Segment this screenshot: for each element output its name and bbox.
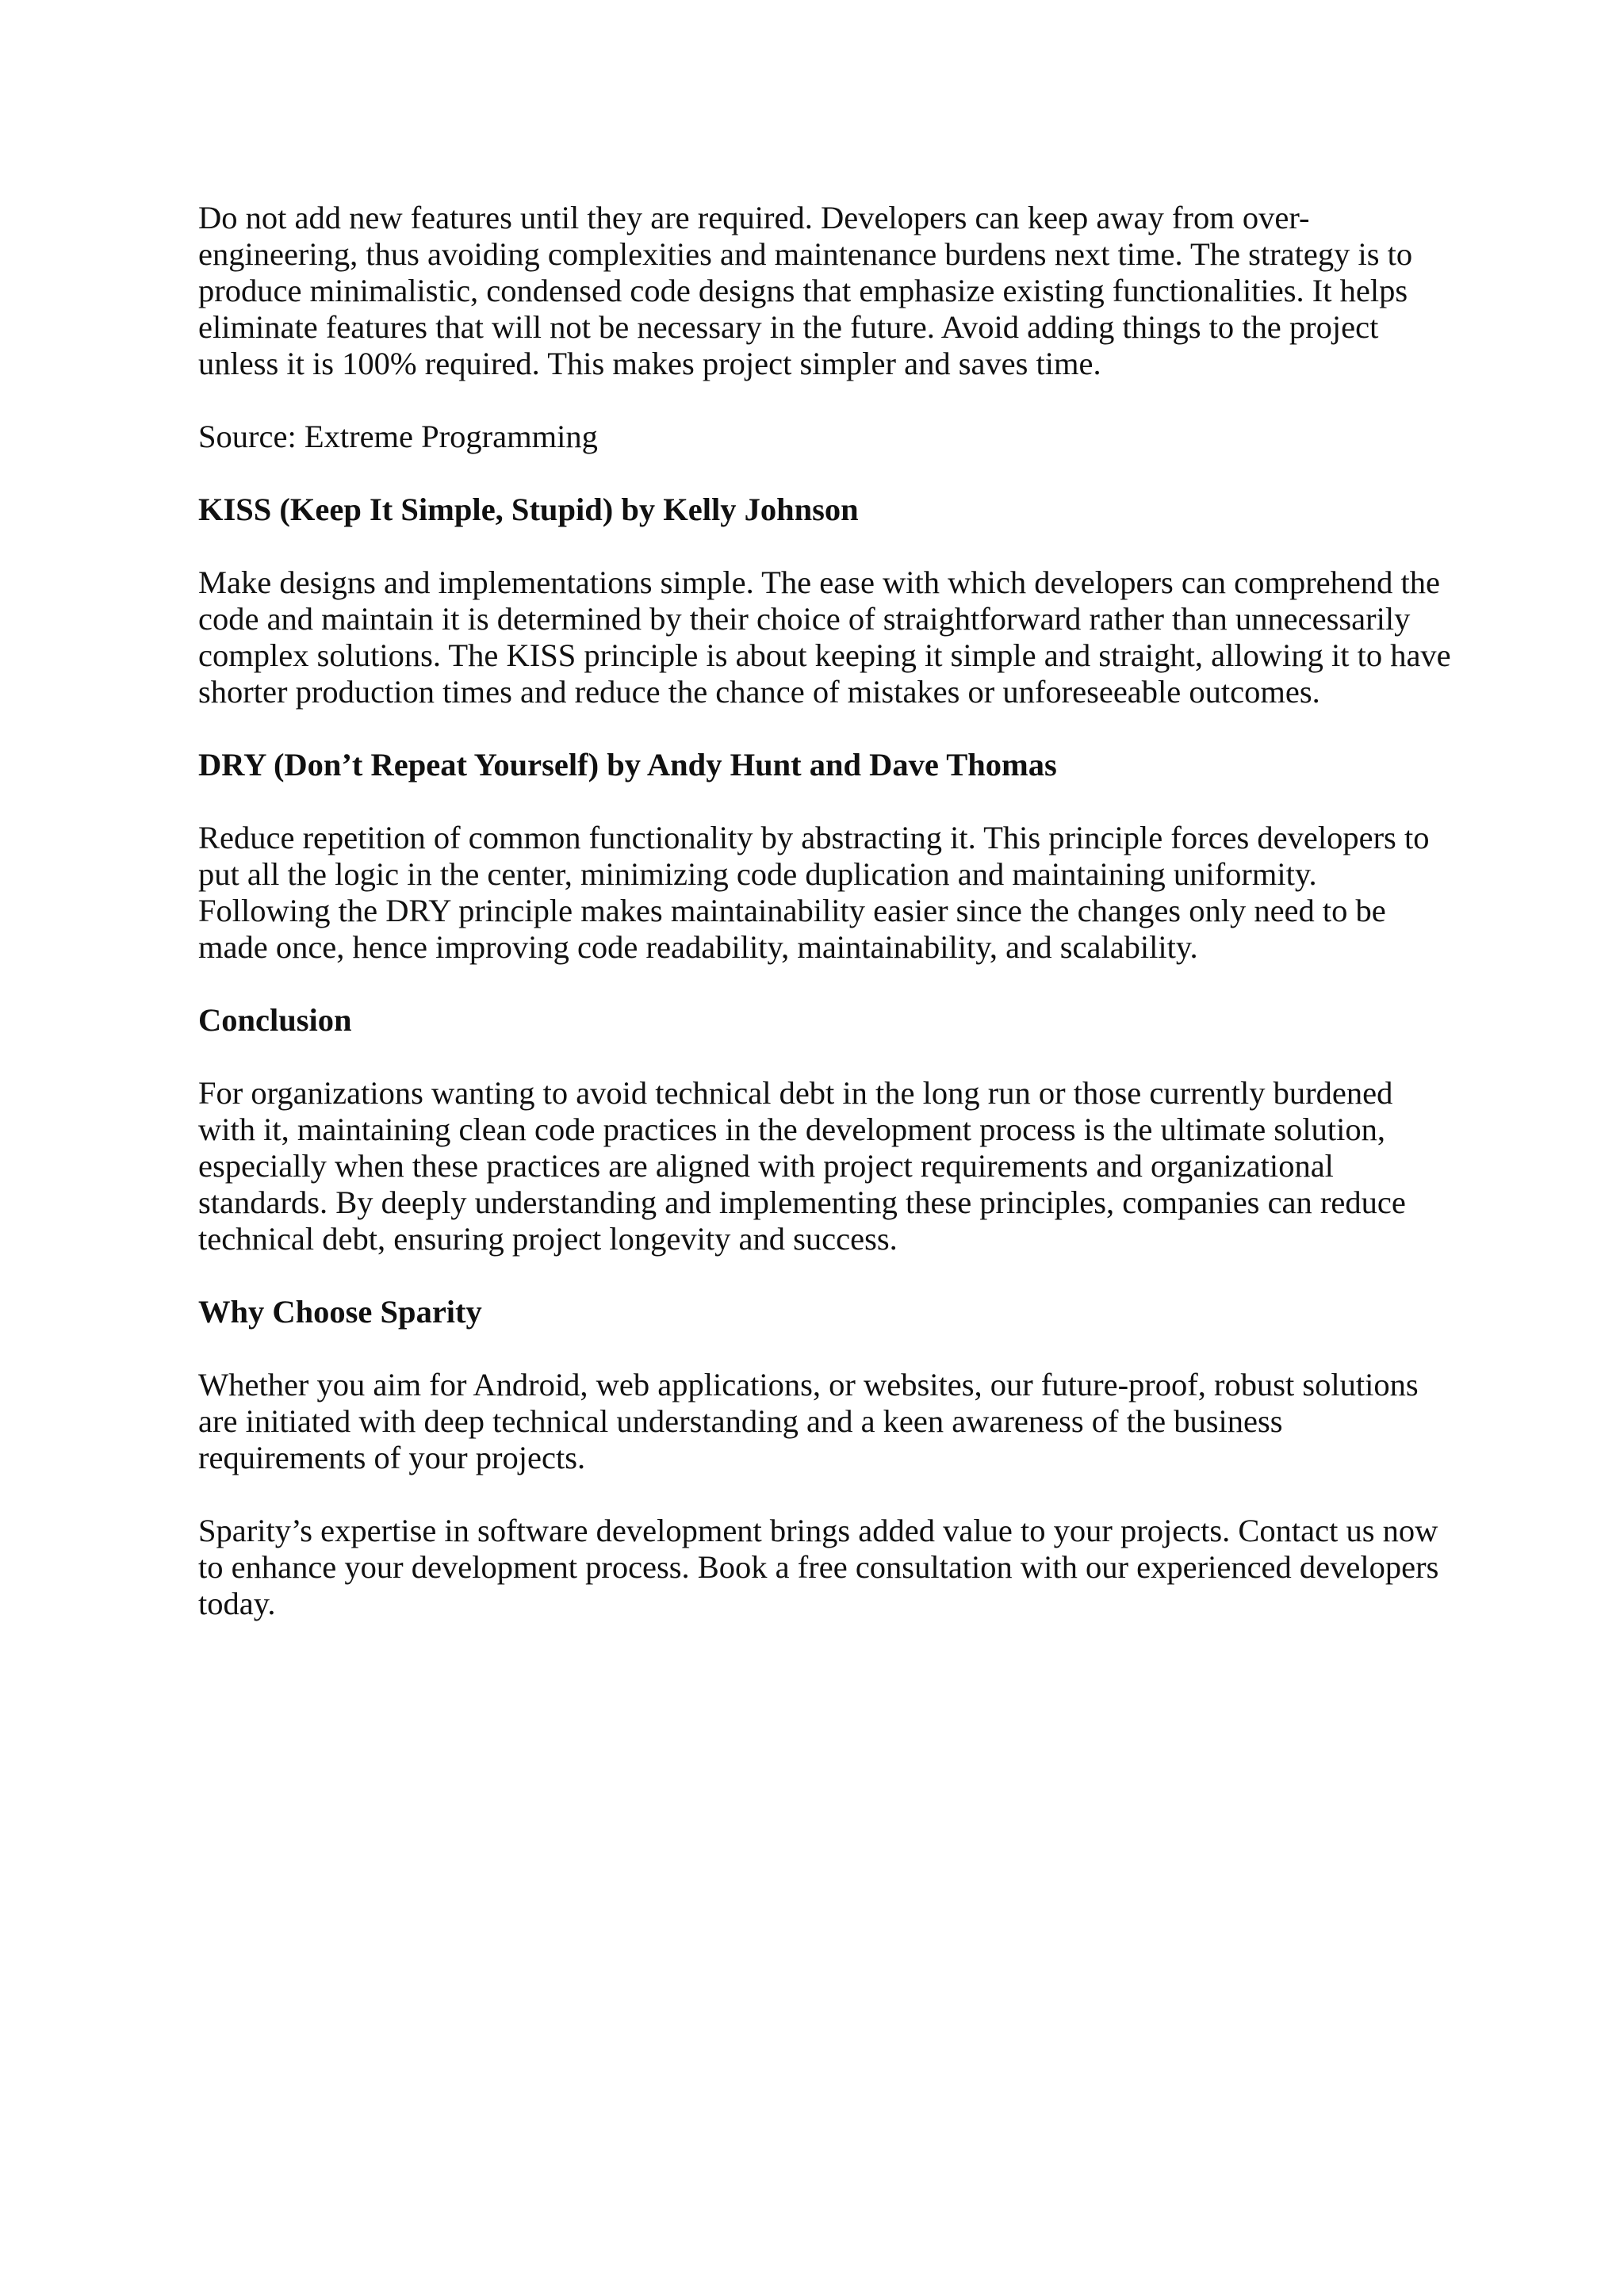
document-body	[198, 200, 1451, 1659]
conclusion-paragraph: For organizations wanting to avoid technical debt in the long run or those currently burdened with it, maintaining clean code practices in the development process is the ultimate solution, especially when these practices are aligned with project requirements and organizational standards. By deeply understanding and implementing these principles, companies can reduce technical debt, ensuring project longevity and success.	[198, 1075, 1406, 1257]
why-choose-paragraph-2: Sparity’s expertise in software development brings added value to your projects. Contact us now to enhance your development process. Book a free consultation with our experienced developers today.	[198, 1513, 1439, 1621]
dry-paragraph: Reduce repetition of common functionality by abstracting it. This principle forces developers to put all the logic in the center, minimizing code duplication and maintaining uniformity. Following the DRY principle makes maintainability easier since the changes only need to be made once, hence improving code readability, maintainability, and scalability.	[198, 820, 1430, 965]
why-choose-paragraph-1: Whether you aim for Android, web applications, or websites, our future-proof, robust solutions are initiated with deep technical understanding and a keen awareness of the business requirements of your projects.	[198, 1367, 1419, 1475]
why-choose-heading: Why Choose Sparity	[198, 1294, 482, 1330]
conclusion-heading: Conclusion	[198, 1002, 352, 1038]
dry-heading: DRY (Don’t Repeat Yourself) by Andy Hunt and Dave Thomas	[198, 747, 1057, 783]
source-line: Source: Extreme Programming	[198, 419, 598, 454]
intro-paragraph: Do not add new features until they are required. Developers can keep away from over-engineering, thus avoiding complexities and maintenance burdens next time. The strategy is to produce minimalistic, condensed code designs that emphasize existing functionalities. It helps eliminate features that will not be necessary in the future. Avoid adding things to the project unless it is 100% required. This makes project simpler and saves time.	[198, 200, 1413, 381]
kiss-heading: KISS (Keep It Simple, Stupid) by Kelly Johnson	[198, 492, 859, 527]
kiss-paragraph: Make designs and implementations simple. The ease with which developers can comprehend the code and maintain it is determined by their choice of straightforward rather than unnecessarily complex solutions. The KISS principle is about keeping it simple and straight, allowing it to have shorter production times and reduce the chance of mistakes or unforeseeable outcomes.	[198, 564, 1451, 710]
